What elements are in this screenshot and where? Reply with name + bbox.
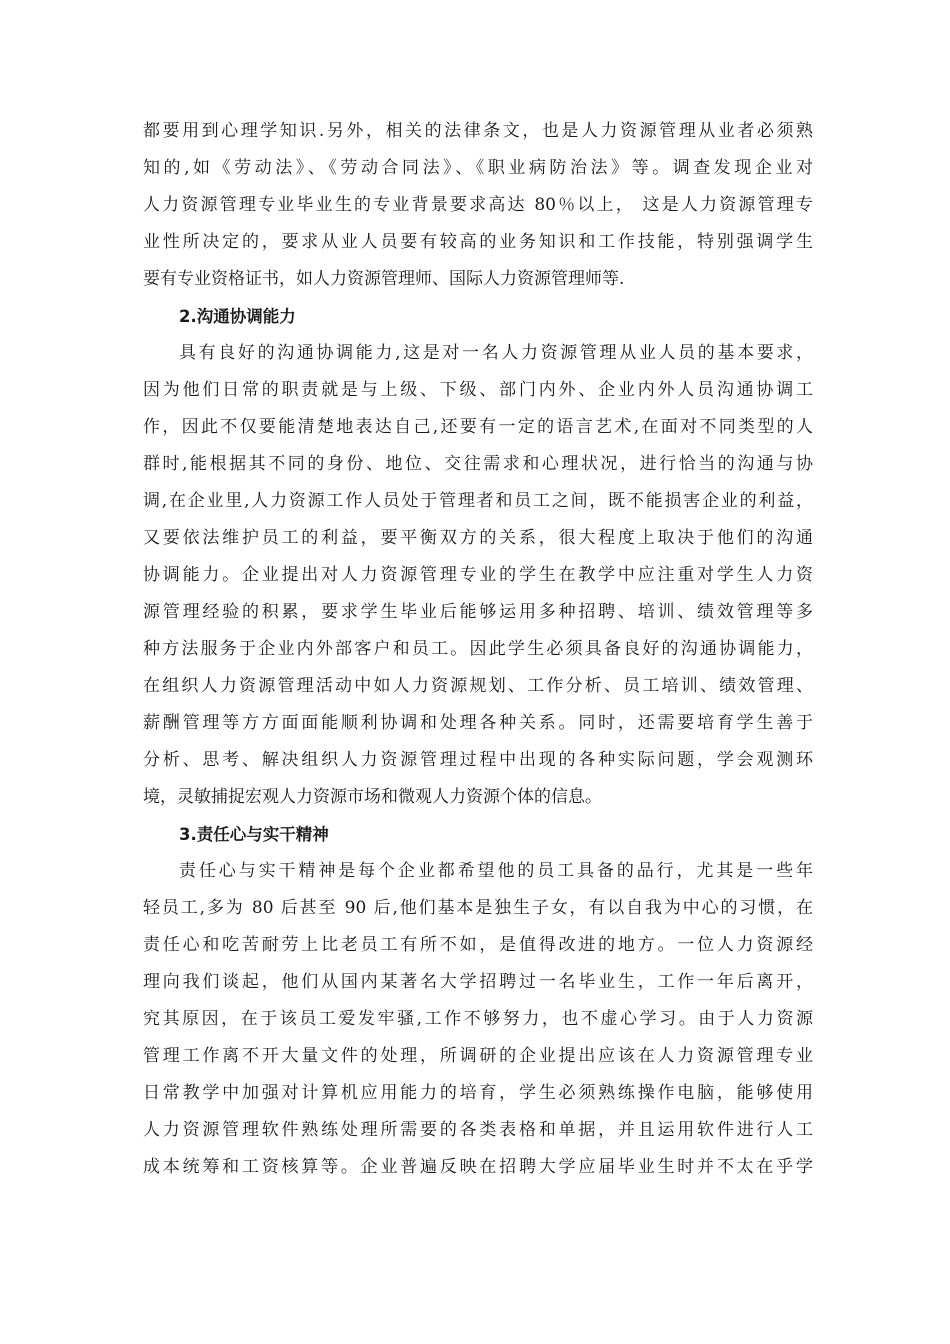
paragraph-line: 管理工作离不开大量文件的处理，所调研的企业提出应该在人力资源管理专业: [143, 1046, 813, 1066]
paragraph-3: [143, 853, 813, 1186]
paragraph-line: 理向我们谈起，他们从国内某著名大学招聘过一名毕业生，工作一年后离开，: [143, 972, 813, 992]
paragraph-1: [143, 113, 813, 298]
paragraph-line: 要有专业资格证书，如人力资源管理师、国际人力资源管理师等.: [143, 269, 625, 289]
paragraph-line: 调,在企业里,人力资源工作人员处于管理者和员工之间，既不能损害企业的利益，: [143, 491, 813, 511]
paragraph-line: 具有良好的沟通协调能力,这是对一名人力资源管理从业人员的基本要求，: [179, 343, 813, 363]
paragraph-line: 都要用到心理学知识.另外，相关的法律条文，也是人力资源管理从业者必须熟: [143, 121, 813, 141]
paragraph-line: 业性所决定的，要求从业人员要有较高的业务知识和工作技能，特别强调学生: [143, 232, 813, 252]
paragraph-line: 种方法服务于企业内外部客户和员工。因此学生必须具备良好的沟通协调能力，: [143, 639, 813, 659]
paragraph-line: 知的,如《劳动法》、《劳动合同法》、《职业病防治法》等。调查发现企业对: [143, 158, 813, 178]
paragraph-line: 作，因此不仅要能清楚地表达自己,还要有一定的语言艺术,在面对不同类型的人: [143, 417, 813, 437]
paragraph-line: 责任心与实干精神是每个企业都希望他的员工具备的品行，尤其是一些年: [179, 861, 813, 881]
paragraph-line: 究其原因，在于该员工爱发牢骚,工作不够努力，也不虚心学习。由于人力资源: [143, 1009, 813, 1029]
paragraph-line: 分析、思考、解决组织人力资源管理过程中出现的各种实际问题，学会观测环: [143, 750, 813, 770]
paragraph-line: 又要依法维护员工的利益，要平衡双方的关系，很大程度上取决于他们的沟通: [143, 528, 813, 548]
paragraph-line: 协调能力。企业提出对人力资源管理专业的学生在教学中应注重对学生人力资: [143, 565, 813, 585]
heading-text: 3.责任心与实干精神: [179, 825, 329, 844]
paragraph-line: 薪酬管理等方方面面能顺利协调和处理各种关系。同时，还需要培育学生善于: [143, 713, 813, 733]
paragraph-line: 境，灵敏捕捉宏观人力资源市场和微观人力资源个体的信息。: [143, 787, 602, 807]
paragraph-line: 人力资源管理软件熟练处理所需要的各类表格和单据，并且运用软件进行人工: [143, 1120, 813, 1140]
paragraph-line: 因为他们日常的职责就是与上级、下级、部门内外、企业内外人员沟通协调工: [143, 380, 813, 400]
paragraph-2: [143, 335, 813, 816]
paragraph-line: 源管理经验的积累，要求学生毕业后能够运用多种招聘、培训、绩效管理等多: [143, 602, 813, 622]
paragraph-line: 在组织人力资源管理活动中如人力资源规划、工作分析、员工培训、绩效管理、: [143, 676, 813, 696]
heading-text: 2.沟通协调能力: [179, 307, 296, 326]
paragraph-line: 轻员工,多为 80 后甚至 90 后,他们基本是独生子女，有以自我为中心的习惯，在: [143, 898, 813, 918]
paragraph-line: 日常教学中加强对计算机应用能力的培育，学生必须熟练操作电脑，能够使用: [143, 1083, 813, 1103]
document-page: [143, 113, 813, 1186]
paragraph-line: 责任心和吃苦耐劳上比老员工有所不如，是值得改进的地方。一位人力资源经: [143, 935, 813, 955]
section-heading-2: [143, 298, 813, 335]
section-heading-3: [143, 816, 813, 853]
paragraph-line: 人力资源管理专业毕业生的专业背景要求高达 80％以上， 这是人力资源管理专: [143, 195, 813, 215]
paragraph-line: 群时,能根据其不同的身份、地位、交往需求和心理状况，进行恰当的沟通与协: [143, 454, 813, 474]
paragraph-line: 成本统筹和工资核算等。企业普遍反映在招聘大学应届毕业生时并不太在乎学: [143, 1157, 813, 1177]
